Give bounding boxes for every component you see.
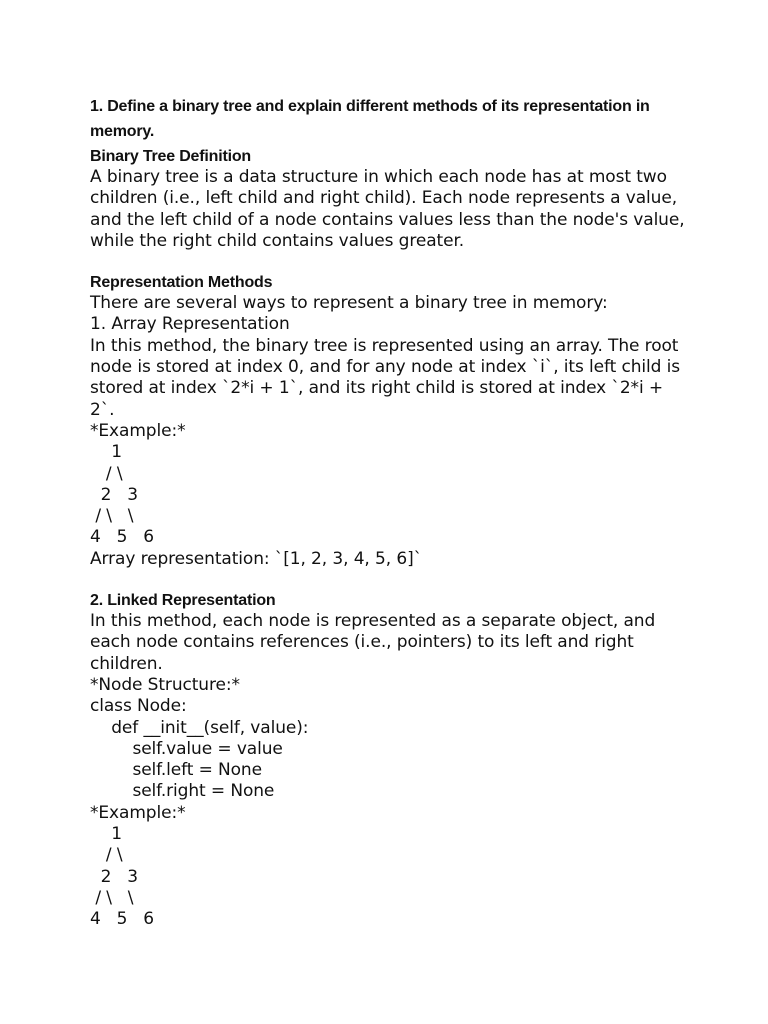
linked-method-title: 2. Linked Representation (90, 592, 276, 610)
definition-paragraph: A binary tree is a data structure in which each node has at most two children (i.e., left child and right child). Each node represents a value, and the left child of a node contains values less than the node's value, while the right child contains values greater. (90, 167, 690, 251)
array-method-title: 1. Array Representation (90, 314, 290, 335)
methods-heading: Representation Methods (90, 274, 273, 292)
array-method-paragraph: In this method, the binary tree is represented using an array. The root node is stored at index 0, and for any node at index `i`, its left child is stored at index `2*i + 1`, and its right child is stored at index `2*i + 2`. (90, 335, 686, 420)
array-example-label: *Example:* (90, 420, 186, 441)
definition-heading: Binary Tree Definition (90, 148, 251, 165)
linked-method-paragraph: In this method, each node is represented as a separate object, and each node contains references (i.e., pointers) to its left and right children. (90, 611, 661, 674)
spacer (90, 570, 690, 590)
array-representation-result: Array representation: `[1, 2, 3, 4, 5, 6]` (90, 548, 422, 569)
node-structure-label: *Node Structure:* (90, 674, 240, 695)
methods-intro: There are several ways to represent a binary tree in memory: (90, 293, 608, 314)
linked-example-tree: 1 / \ 2 3 / \ \ 4 5 6 (90, 824, 154, 930)
node-class-code: class Node: def __init__(self, value): self.value = value self.left = None self.right = None (90, 696, 309, 802)
spacer (90, 252, 690, 272)
document-content (90, 94, 690, 931)
linked-example-label: *Example:* (90, 802, 186, 823)
question-heading: 1. Define a binary tree and explain different methods of its representation in memory. (90, 98, 650, 140)
array-example-tree: 1 / \ 2 3 / \ \ 4 5 6 (90, 442, 154, 548)
